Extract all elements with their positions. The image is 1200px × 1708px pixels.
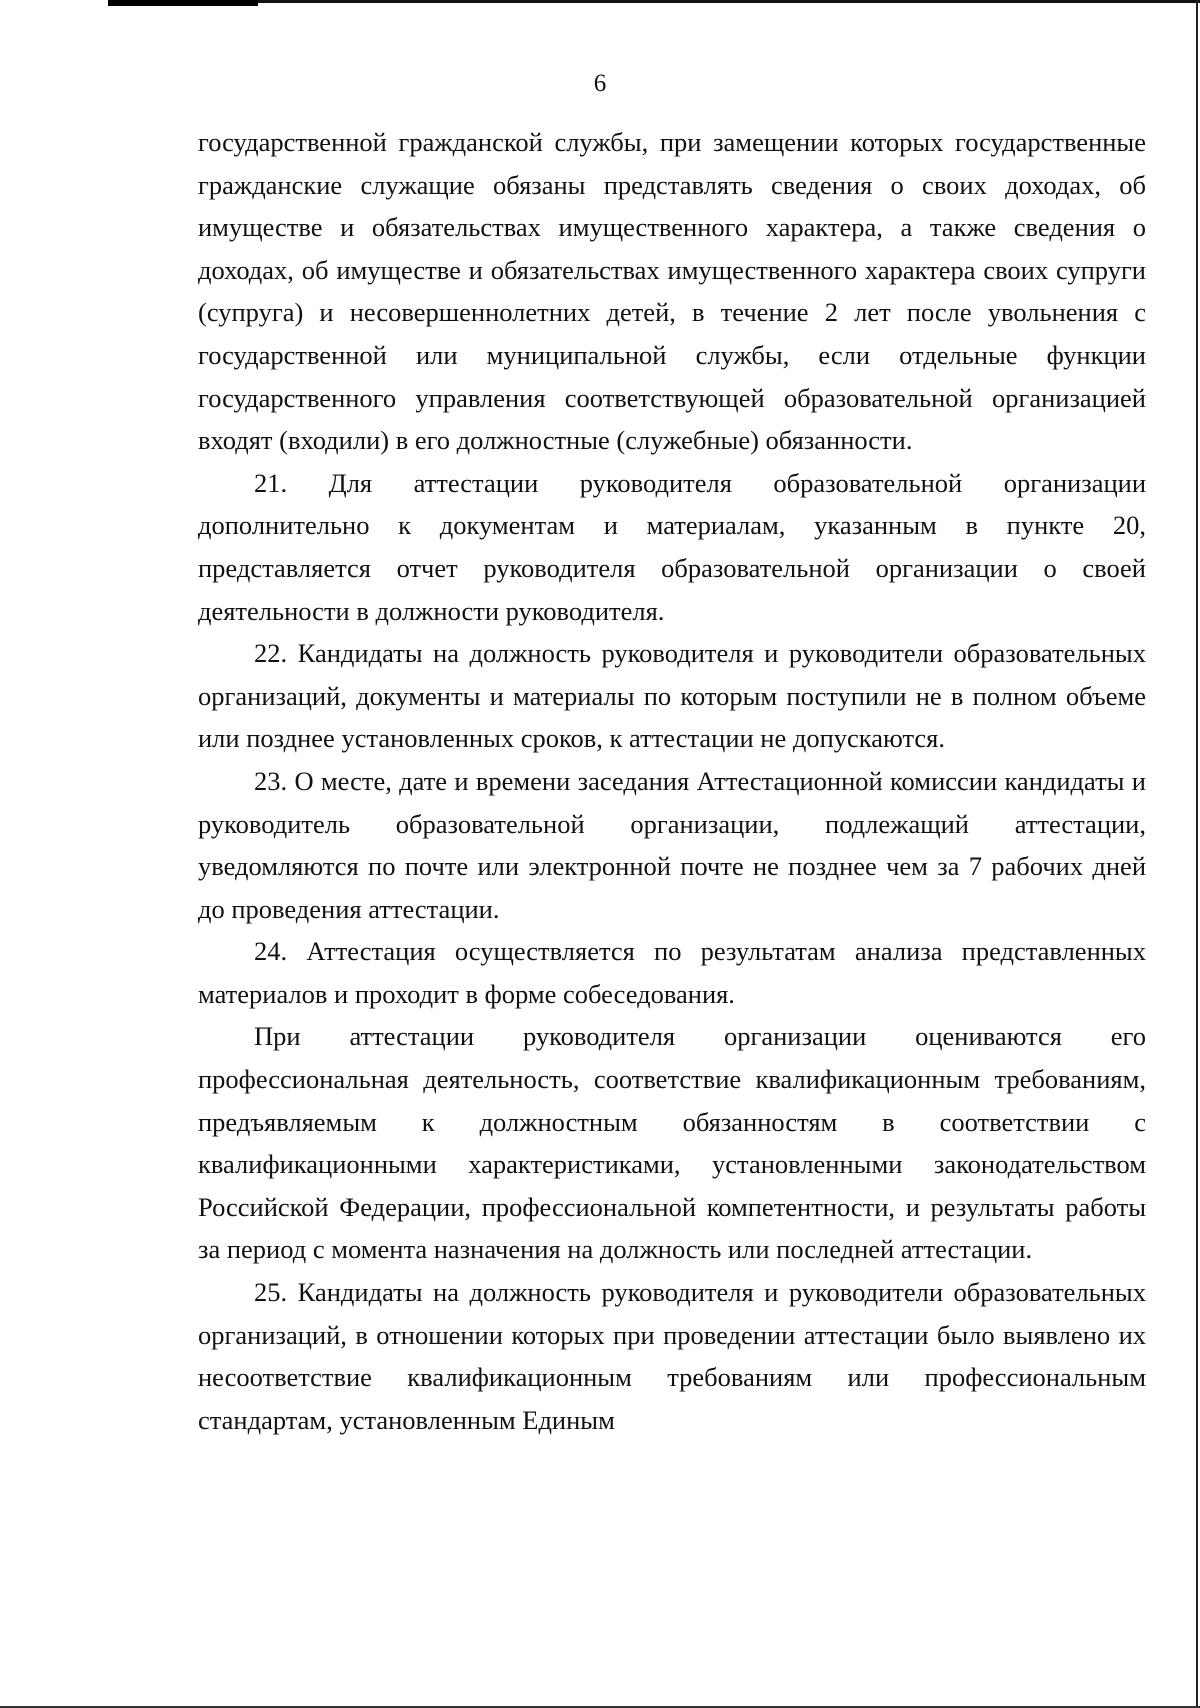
paragraph-22: 22. Кандидаты на должность руководителя и руководители образовательных организаций, документы и материалы по которым поступили не в полном объеме или позднее установленных сроков, к аттестации не допускаются.: [198, 638, 1146, 754]
paragraph-continuation: государственной гражданской службы, при замещении которых государственные гражданские служащие обязаны представлять сведения о своих доходах, об имуществе и обязательствах имущественного характера, а также сведения о доходах, об имуществе и обязательствах имущественного характера своих супруги (супруга) и несовершеннолетних детей, в течение 2 лет после увольнения с государственной или муниципальной службы, если отдельные функции государственного управления соответствующей образовательной организацией входят (входили) в его должностные (служебные) обязанности.: [198, 127, 1146, 456]
paragraph-24: 24. Аттестация осуществляется по результатам анализа представленных материалов и проходит в форме собеседования.: [198, 936, 1146, 1009]
document-body: [198, 121, 1146, 1441]
scan-edge-top: [108, 0, 1200, 3]
paragraph-25: 25. Кандидаты на должность руководителя и руководители образовательных организаций, в отношении которых при проведении аттестации было выявлено их несоответствие квалификационным требованиям или профессиональным стандартам, установленным Единым: [198, 1277, 1146, 1435]
page-number: 6: [593, 70, 607, 97]
scan-edge-right: [1196, 0, 1198, 1708]
paragraph-24-assessment: При аттестации руководителя организации оцениваются его профессиональная деятельность, соответствие квалификационным требованиям, предъявляемым к должностным обязанностям в соответствии с квалификационными характеристиками, установленными законодательством Российской Федерации, профессиональной компетентности, и результаты работы за период с момента назначения на должность или последней аттестации.: [198, 1021, 1146, 1265]
scan-edge-top-mark: [108, 0, 258, 6]
paragraph-21: 21. Для аттестации руководителя образовательной организации дополнительно к документам и материалам, указанным в пункте 20, представляется отчет руководителя образовательной организации о своей деятельности в должности руководителя.: [198, 467, 1146, 626]
paragraph-23: 23. О месте, дате и времени заседания Аттестационной комиссии кандидаты и руководитель образовательной организации, подлежащий аттестации, уведомляются по почте или электронной почте не позднее чем за 7 рабочих дней до проведения аттестации.: [198, 765, 1146, 924]
